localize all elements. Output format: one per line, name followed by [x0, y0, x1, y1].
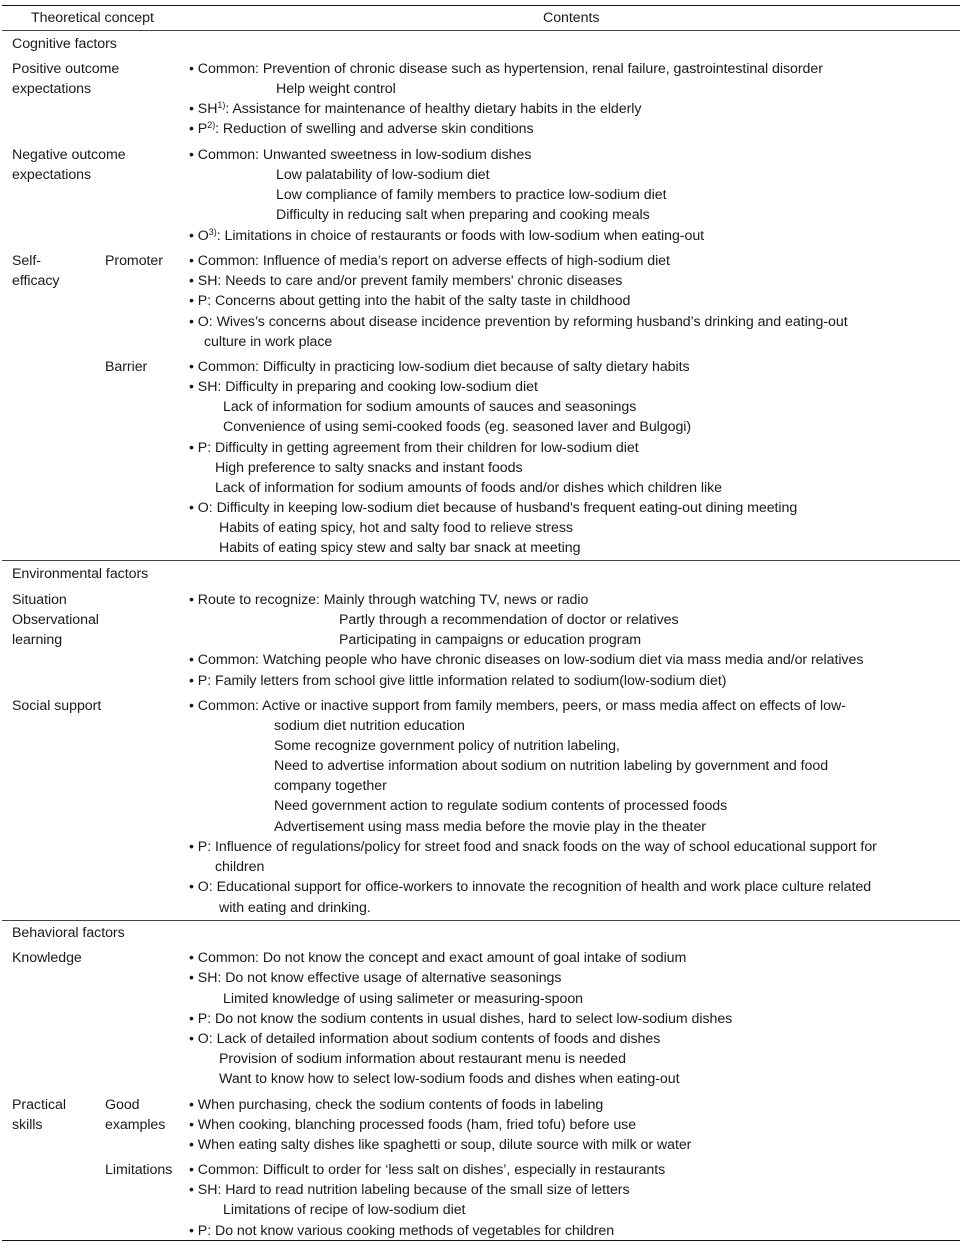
sub-label-limitations: Limitations: [105, 1162, 173, 1178]
content-text: : Limitations in choice of restaurants or foods with low-sodium when eating-out: [216, 228, 705, 244]
content-line: Provision of sodium information about restaurant menu is needed: [219, 1051, 626, 1067]
content-line: • P: Influence of regulations/policy for street food and snack foods on the way of school educational support for: [189, 839, 877, 855]
content-line: Advertisement using mass media before the movie play in the theater: [274, 819, 706, 835]
content-line: Habits of eating spicy stew and salty bar snack at meeting: [219, 540, 581, 556]
column-header-concept: Theoretical concept: [31, 10, 154, 26]
row-label-negative-outcome: expectations: [12, 167, 92, 183]
content-line: High preference to salty snacks and instant foods: [215, 460, 523, 476]
content-line: • Common: Watching people who have chronic diseases on low-sodium diet via mass media and/or relatives: [189, 652, 864, 668]
content-line: Convenience of using semi-cooked foods (eg. seasoned laver and Bulgogi): [223, 419, 692, 435]
content-line: • O: Difficulty in keeping low-sodium diet because of husband's frequent eating-out dining meeting: [189, 500, 798, 516]
content-line: Low palatability of low-sodium diet: [276, 167, 490, 183]
content-line: Limited knowledge of using salimeter or measuring-spoon: [223, 991, 584, 1007]
section-title-behavioral: Behavioral factors: [12, 925, 125, 941]
group-code: • O: [189, 228, 209, 244]
content-line: • SH: Do not know effective usage of alternative seasonings: [189, 970, 562, 986]
row-label-knowledge: Knowledge: [12, 950, 82, 966]
section-title-cognitive: Cognitive factors: [12, 36, 117, 52]
content-line: Lack of information for sodium amounts of sauces and seasonings: [223, 399, 637, 415]
content-line: • When eating salty dishes like spaghetti or soup, dilute source with milk or water: [189, 1137, 692, 1153]
header-rule: [2, 30, 960, 31]
content-line: • Common: Do not know the concept and exact amount of goal intake of sodium: [189, 950, 687, 966]
footnote-mark: 3): [208, 227, 217, 237]
footnote-mark: 2): [207, 120, 216, 130]
content-line: • Route to recognize: Mainly through watching TV, news or radio: [189, 592, 589, 608]
row-label-positive-outcome: Positive outcome: [12, 61, 120, 77]
row-label-situation: Situation: [12, 592, 67, 608]
content-line: • Common: Prevention of chronic disease such as hypertension, renal failure, gastrointestinal disorder: [189, 61, 823, 77]
content-line: • When purchasing, check the sodium contents of foods in labeling: [189, 1097, 604, 1113]
content-line: [189, 226, 704, 246]
row-label-situation: learning: [12, 632, 63, 648]
row-label-positive-outcome: expectations: [12, 81, 92, 97]
content-line: • Common: Difficult to order for ‘less salt on dishes’, especially in restaurants: [189, 1162, 666, 1178]
content-line: Help weight control: [276, 81, 396, 97]
content-line: [189, 99, 641, 119]
content-line: • O: Wives’s concerns about disease incidence prevention by reforming husband’s drinking and eating-out: [189, 314, 848, 330]
content-line: Need to advertise information about sodium on nutrition labeling by government and food: [274, 758, 829, 774]
content-line: Some recognize government policy of nutrition labeling,: [274, 738, 620, 754]
content-line: • P: Do not know various cooking methods of vegetables for children: [189, 1223, 615, 1239]
content-line: Lack of information for sodium amounts of foods and/or dishes which children like: [215, 480, 722, 496]
content-line: • Common: Unwanted sweetness in low-sodium dishes: [189, 147, 532, 163]
content-line: Want to know how to select low-sodium foods and dishes when eating-out: [219, 1071, 680, 1087]
sub-label-good-examples: Good: [105, 1097, 140, 1113]
row-label-self-efficacy: Self-: [12, 253, 41, 269]
content-line: • Common: Influence of media’s report on adverse effects of high-sodium diet: [189, 253, 670, 269]
content-line: • P: Difficulty in getting agreement from their children for low-sodium diet: [189, 440, 639, 456]
content-line: • Common: Difficulty in practicing low-sodium diet because of salty dietary habits: [189, 359, 690, 375]
group-code: • P: [189, 121, 208, 137]
sub-label-promoter: Promoter: [105, 253, 163, 269]
row-label-negative-outcome: Negative outcome: [12, 147, 126, 163]
content-line: culture in work place: [204, 334, 333, 350]
content-text: : Assistance for maintenance of healthy dietary habits in the elderly: [225, 101, 642, 117]
content-line: • O: Educational support for office-workers to innovate the recognition of health and work place culture related: [189, 879, 872, 895]
content-line: [189, 119, 534, 139]
content-line: • When cooking, blanching processed foods (ham, fried tofu) before use: [189, 1117, 637, 1133]
row-label-social-support: Social support: [12, 698, 102, 714]
sub-label-barrier: Barrier: [105, 359, 148, 375]
column-header-contents: Contents: [543, 10, 600, 26]
section-divider: [2, 920, 960, 921]
content-line: sodium diet nutrition education: [274, 718, 465, 734]
content-line: • O: Lack of detailed information about sodium contents of foods and dishes: [189, 1031, 661, 1047]
content-line: • SH: Difficulty in preparing and cooking low-sodium diet: [189, 379, 538, 395]
content-line: company together: [274, 778, 387, 794]
row-label-self-efficacy: efficacy: [12, 273, 60, 289]
content-line: Low compliance of family members to practice low-sodium diet: [276, 187, 667, 203]
content-line: • SH: Needs to care and/or prevent family members' chronic diseases: [189, 273, 623, 289]
content-line: Need government action to regulate sodium contents of processed foods: [274, 798, 728, 814]
table-top-rule: [2, 5, 960, 6]
content-line: children: [215, 859, 265, 875]
content-line: • P: Concerns about getting into the habit of the salty taste in childhood: [189, 293, 631, 309]
content-line: • P: Do not know the sodium contents in usual dishes, hard to select low-sodium dishes: [189, 1011, 733, 1027]
group-code: • SH: [189, 101, 218, 117]
sub-label-good-examples: examples: [105, 1117, 166, 1133]
footnote-mark: 1): [217, 100, 226, 110]
content-line: Limitations of recipe of low-sodium diet: [223, 1202, 466, 1218]
content-line: with eating and drinking.: [219, 900, 371, 916]
content-line: Participating in campaigns or education program: [339, 632, 642, 648]
content-line: Habits of eating spicy, hot and salty food to relieve stress: [219, 520, 573, 536]
row-label-situation: Observational: [12, 612, 99, 628]
content-line: Partly through a recommendation of doctor or relatives: [339, 612, 679, 628]
content-line: • Common: Active or inactive support from family members, peers, or mass media affect on effects of low-: [189, 698, 846, 714]
section-divider: [2, 560, 960, 561]
content-line: Difficulty in reducing salt when preparing and cooking meals: [276, 207, 650, 223]
content-line: • P: Family letters from school give little information related to sodium(low-sodium diet): [189, 673, 727, 689]
row-label-practical-skills: skills: [12, 1117, 43, 1133]
section-title-environmental: Environmental factors: [12, 566, 149, 582]
content-text: : Reduction of swelling and adverse skin conditions: [215, 121, 534, 137]
row-label-practical-skills: Practical: [12, 1097, 66, 1113]
content-line: • SH: Hard to read nutrition labeling because of the small size of letters: [189, 1182, 630, 1198]
